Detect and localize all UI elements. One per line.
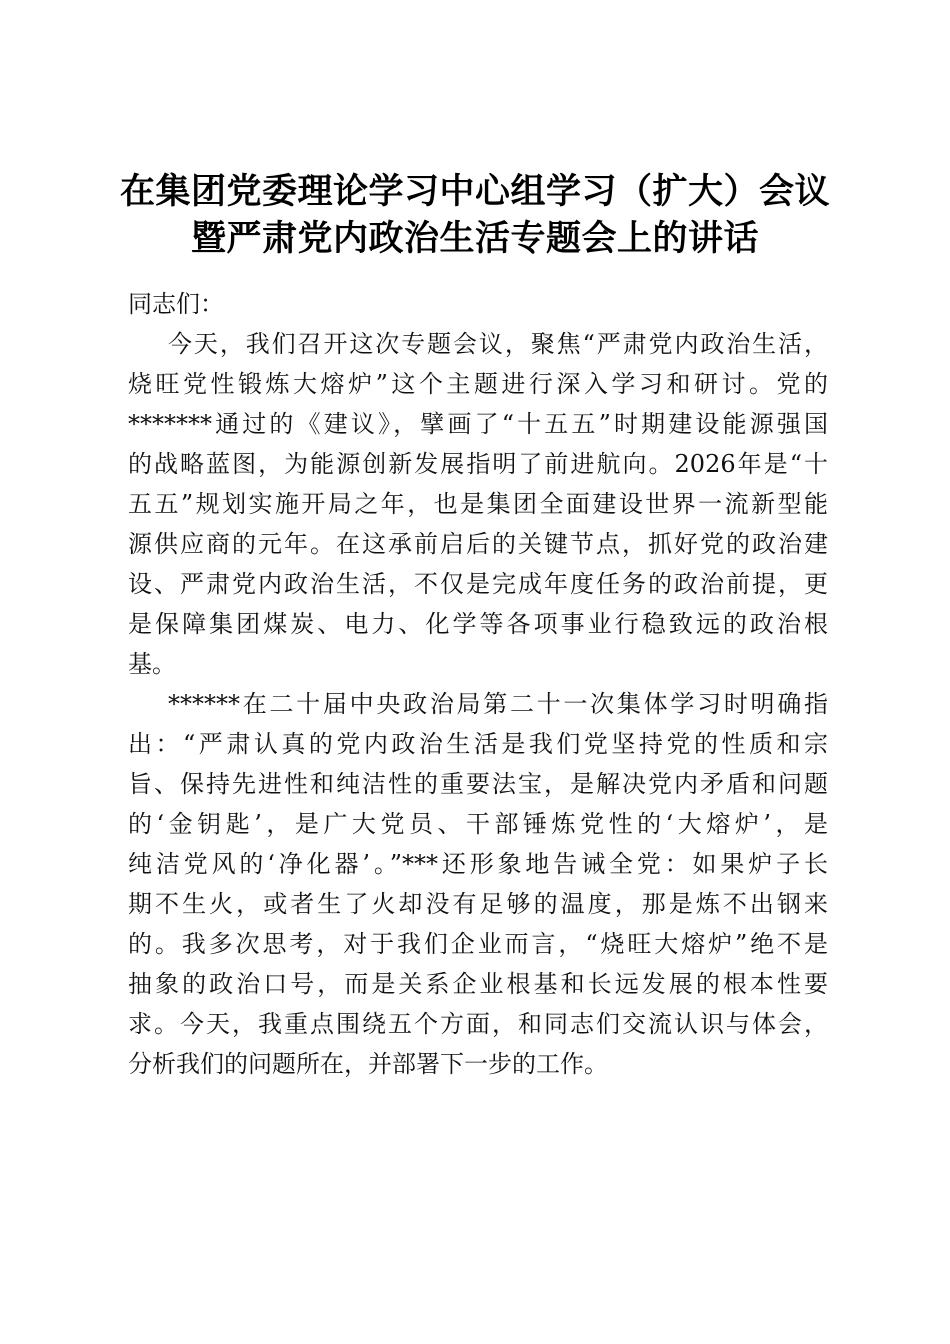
paragraph-line: 抽象的政治口号，而是关系企业根基和长远发展的根本性要 (128, 970, 828, 998)
paragraph-2 (128, 684, 828, 1084)
paragraph-line: 源供应商的元年。在这承前启后的关键节点，抓好党的政治建 (128, 530, 828, 558)
paragraph-line: 的。我多次思考，对于我们企业而言，“烧旺大熔炉”绝不是 (128, 930, 828, 958)
paragraph-line: 烧旺党性锻炼大熔炉”这个主题进行深入学习和研讨。党的 (128, 370, 828, 398)
paragraph-line: 五五”规划实施开局之年，也是集团全面建设世界一流新型能 (128, 490, 828, 518)
title-line-2: 暨严肃党内政治生活专题会上的讲话 (190, 218, 759, 259)
paragraph-line: 旨、保持先进性和纯洁性的重要法宝，是解决党内矛盾和问题 (128, 770, 828, 798)
paragraph-line: 基。 (128, 650, 176, 678)
paragraph-line: *******通过的《建议》，擘画了“十五五”时期建设能源强国 (128, 410, 828, 438)
paragraph-line: 是保障集团煤炭、电力、化学等各项事业行稳致远的政治根 (128, 610, 828, 638)
paragraph-1 (128, 324, 828, 684)
salutation: 同志们： (128, 290, 224, 318)
paragraph-line: 设、严肃党内政治生活，不仅是完成年度任务的政治前提，更 (128, 570, 828, 598)
paragraph-line: 纯洁党风的‘净化器’。”***还形象地告诫全党：如果炉子长 (128, 850, 828, 878)
paragraph-line: 出：“严肃认真的党内政治生活是我们党坚持党的性质和宗 (128, 730, 828, 758)
paragraph-line: 分析我们的问题所在，并部署下一步的工作。 (128, 1050, 608, 1078)
document-title (0, 168, 950, 262)
paragraph-line: 求。今天，我重点围绕五个方面，和同志们交流认识与体会， (128, 1010, 828, 1038)
title-line-1: 在集团党委理论学习中心组学习（扩大）会议 (119, 171, 830, 212)
paragraph-line: 的战略蓝图，为能源创新发展指明了前进航向。2026年是“十 (128, 450, 828, 478)
document-body (128, 284, 828, 1084)
paragraph-line: ******在二十届中央政治局第二十一次集体学习时明确指 (168, 690, 828, 718)
paragraph-line: 的‘金钥匙’，是广大党员、干部锤炼党性的‘大熔炉’，是 (128, 810, 828, 838)
paragraph-line: 今天，我们召开这次专题会议，聚焦“严肃党内政治生活， (168, 330, 828, 358)
paragraph-line: 期不生火，或者生了火却没有足够的温度，那是炼不出钢来 (128, 890, 828, 918)
